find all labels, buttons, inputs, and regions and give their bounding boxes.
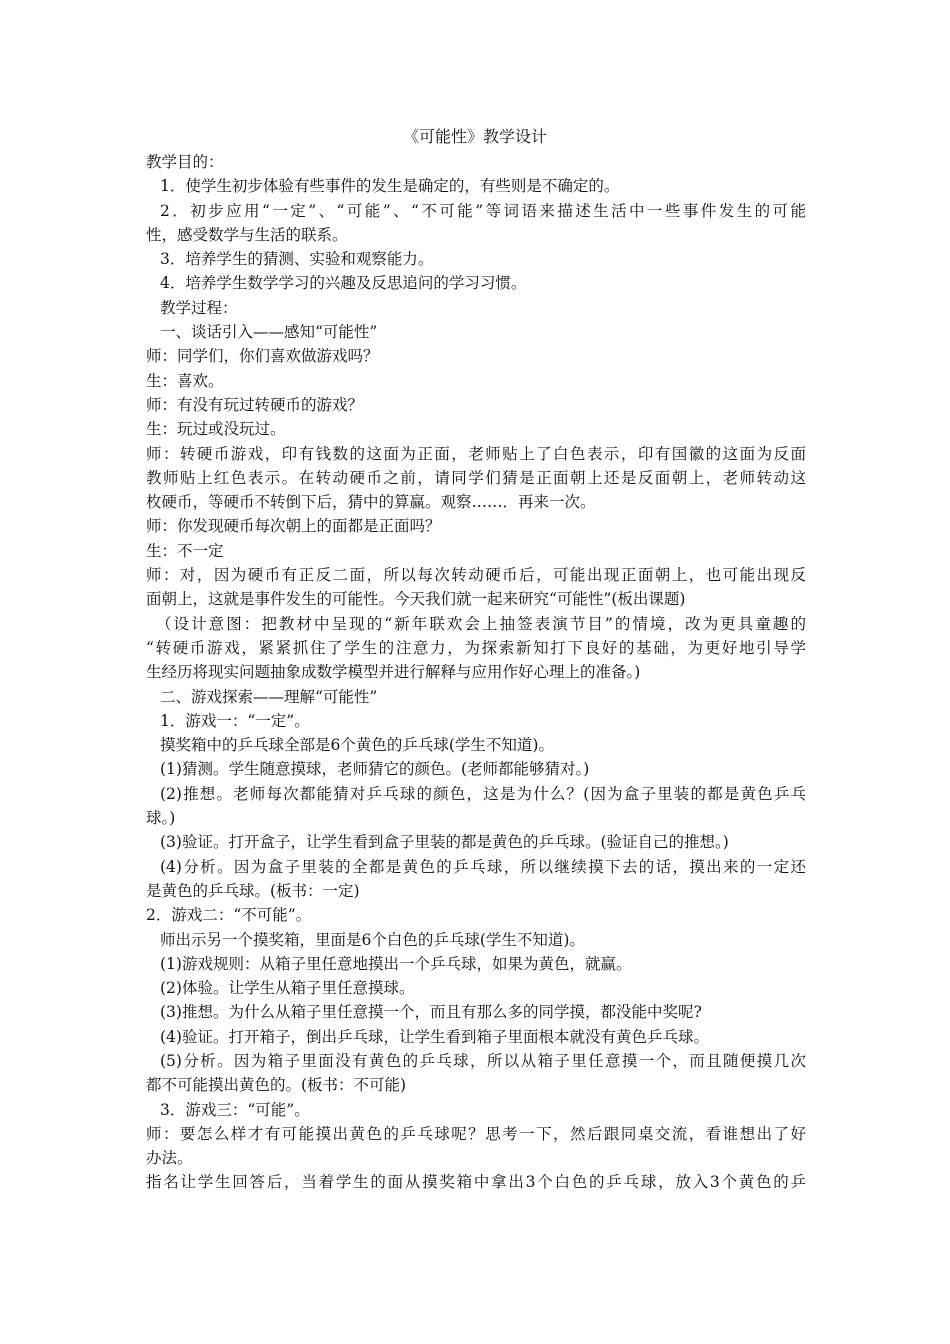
- text-line: 生经历将现实问题抽象成数学模型并进行解释与应用作好心理上的准备。): [146, 663, 641, 682]
- text-line: 性，感受数学与生活的联系。: [146, 225, 348, 244]
- text-line: (2)推想。老师每次都能猜对乒乓球的颜色，这是为什么？(因为盒子里装的都是黄色乒乓: [160, 784, 806, 803]
- text-line: 2．游戏二：“不可能”。: [146, 906, 312, 925]
- text-line: 球。): [146, 809, 176, 828]
- text-line: 都不可能摸出黄色的。(板书：不可能): [146, 1076, 407, 1095]
- text-line: (1)游戏规则：从箱子里任意地摸出一个乒乓球，如果为黄色，就赢。: [160, 954, 632, 973]
- text-line: 生：玩过或没玩过。: [146, 420, 286, 439]
- text-line: 生：不一定: [146, 541, 224, 560]
- document-body: [146, 150, 806, 1195]
- text-line: 1．游戏一：“一定”。: [160, 711, 310, 730]
- text-line: 枚硬币，等硬币不转倒下后，猜中的算赢。观察……．再来一次。: [146, 493, 596, 512]
- text-line: 4．培养学生数学学习的兴趣及反思追问的学习习惯。: [160, 274, 527, 293]
- text-line: 师：对，因为硬币有正反二面，所以每次转动硬币后，可能出现正面朝上，也可能出现反: [146, 566, 806, 585]
- text-line: 师：转硬币游戏，印有钱数的这面为正面，老师贴上了白色表示，印有国徽的这面为反面: [146, 444, 806, 463]
- text-line: 师：有没有玩过转硬币的游戏？: [146, 395, 364, 414]
- text-line: 1．使学生初步体验有些事件的发生是确定的，有些则是不确定的。: [160, 177, 620, 196]
- text-line: (5)分析。因为箱子里面没有黄色的乒乓球，所以从箱子里任意摸一个，而且随便摸几次: [160, 1051, 806, 1070]
- text-line: (3)验证。打开盒子，让学生看到盒子里装的都是黄色的乒乓球。(验证自己的推想。): [160, 833, 729, 852]
- text-line: 面朝上，这就是事件发生的可能性。今天我们就一起来研究“可能性”(板出课题): [146, 590, 686, 609]
- text-line: 摸奖箱中的乒乓球全部是6个黄色的乒乓球(学生不知道)。: [160, 736, 554, 755]
- text-line: 2．初步应用“一定”、“可能”、“不可能”等词语来描述生活中一些事件发生的可能: [160, 201, 806, 220]
- text-line: 办法。: [146, 1149, 193, 1168]
- text-line: “转硬币游戏，紧紧抓住了学生的注意力，为探索新知打下良好的基础，为更好地引导学: [146, 638, 806, 657]
- text-line: 师：你发现硬币每次朝上的面都是正面吗？: [146, 517, 441, 536]
- text-line: (3)推想。为什么从箱子里任意摸一个，而且有那么多的同学摸，都没能中奖呢?: [160, 1003, 702, 1022]
- text-line: 师：要怎么样才有可能摸出黄色的乒乓球呢？思考一下，然后跟同桌交流，看谁想出了好: [146, 1124, 806, 1143]
- text-line: 师：同学们，你们喜欢做游戏吗？: [146, 347, 379, 366]
- text-line: 3．游戏三：“可能”。: [160, 1100, 310, 1119]
- text-line: (4)验证。打开箱子，倒出乒乓球，让学生看到箱子里面根本就没有黄色乒乓球。: [160, 1027, 709, 1046]
- text-line: 教师贴上红色表示。在转动硬币之前，请同学们猜是正面朝上还是反面朝上，老师转动这: [146, 468, 806, 487]
- text-line: (1)猜测。学生随意摸球，老师猜它的颜色。(老师都能够猜对。): [160, 760, 590, 779]
- document-title: 《可能性》教学设计: [402, 127, 547, 146]
- text-line: 3．培养学生的猜测、实验和观察能力。: [160, 250, 434, 269]
- text-line: 是黄色的乒乓球。(板书：一定): [146, 881, 360, 900]
- text-line: 一、谈话引入——感知“可能性”: [160, 323, 378, 342]
- text-line: 师出示另一个摸奖箱，里面是6个白色的乒乓球(学生不知道)。: [160, 930, 585, 949]
- text-line: （设计意图：把教材中呈现的“新年联欢会上抽签表演节目”的情境，改为更具童趣的: [156, 614, 806, 633]
- text-line: 教学过程：: [160, 298, 238, 317]
- text-line: 生：喜欢。: [146, 371, 224, 390]
- text-line: (4)分析。因为盒子里装的全都是黄色的乒乓球，所以继续摸下去的话，摸出来的一定还: [160, 857, 806, 876]
- text-line: (2)体验。让学生从箱子里任意摸球。: [160, 979, 415, 998]
- text-line: 指名让学生回答后，当着学生的面从摸奖箱中拿出3个白色的乒乓球，放入3个黄色的乒: [146, 1173, 806, 1192]
- text-line: 教学目的：: [146, 153, 224, 171]
- text-line: 二、游戏探索——理解“可能性”: [160, 687, 378, 706]
